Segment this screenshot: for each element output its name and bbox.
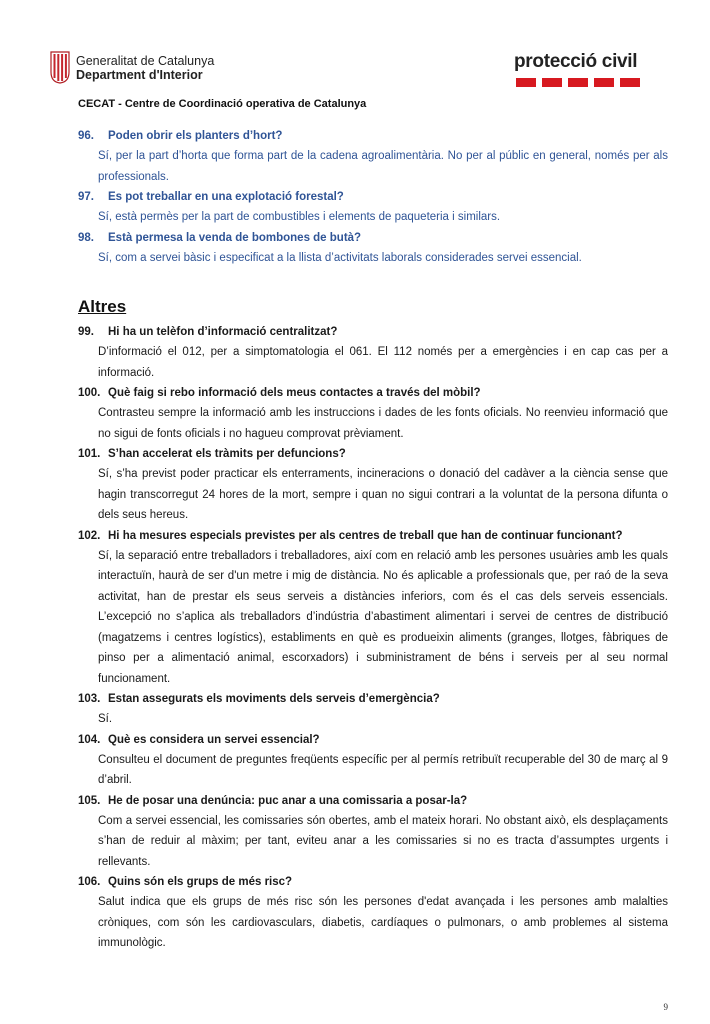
organization-line-2: Department d'Interior xyxy=(76,68,203,82)
faq-number: 96. xyxy=(78,130,94,142)
faq-answer: Sí, la separació entre treballadors i treballadores, així com en relació amb les persones usuàries amb les quals interactuïn, haurà de ser d'un metre i mig de distància. No és aplicable a professionals que, per raó de la seva activitat, han de prestar els seus serveis a distàncies inferiors, com és el cas dels serveis essencials. L’excepció no s’aplica als treballadors d’indústria d’abastiment alimentari i servei de centres de distribució (magatzems i centres logístics), establiments en què es produeixin aliments (granges, llotges, fàbriques de pinso per a alimentació animal, escorxadors) i subministrament de béns i serveis per al seu normal funcionament. xyxy=(98,549,668,685)
faq-question xyxy=(78,689,668,709)
faq-answer: Sí, està permès per la part de combustibles i elements de paqueteria i similars. xyxy=(98,211,501,223)
faq-question xyxy=(78,444,668,464)
faq-item xyxy=(78,444,668,526)
faq-item xyxy=(78,228,668,269)
faq-question-text: Què es considera un servei essencial? xyxy=(108,733,320,746)
faq-number: 104. xyxy=(78,733,101,746)
faq-question-text: S’han accelerat els tràmits per defuncions? xyxy=(108,448,346,460)
page-header xyxy=(0,0,710,120)
faq-question-text: Què faig si rebo informació dels meus contactes a través del mòbil? xyxy=(108,387,481,399)
generalitat-logo-icon xyxy=(50,50,70,84)
faq-item xyxy=(78,526,668,690)
faq-question xyxy=(78,526,668,546)
brand-title: protecció civil xyxy=(514,51,638,72)
faq-number: 102. xyxy=(78,529,101,542)
section-title: Altres xyxy=(78,297,127,316)
faq-question-text: Hi ha mesures especials previstes per als centres de treball que han de continuar funcionant? xyxy=(108,529,623,542)
faq-question xyxy=(78,872,668,892)
faq-number: 99. xyxy=(78,326,94,338)
faq-item xyxy=(78,689,668,730)
faq-question-text: Es pot treballar en una explotació forestal? xyxy=(108,191,344,203)
organization-line-1: Generalitat de Catalunya xyxy=(76,54,215,68)
faq-question-text: Quins són els grups de més risc? xyxy=(108,876,293,888)
faq-item xyxy=(78,322,668,383)
organization-name xyxy=(76,54,214,82)
faq-content xyxy=(78,126,668,954)
faq-answer: Contrasteu sempre la informació amb les instruccions i dades de les fonts oficials. No reenvieu informació que no sigui de fonts oficials i no hagueu comprovat prèviament. xyxy=(98,407,668,440)
faq-question-text: Estan assegurats els moviments dels serveis d’emergència? xyxy=(108,693,440,705)
faq-number: 98. xyxy=(78,231,94,244)
faq-number: 106. xyxy=(78,876,101,888)
faq-number: 105. xyxy=(78,794,101,807)
faq-item xyxy=(78,126,668,187)
faq-item xyxy=(78,791,668,873)
faq-item xyxy=(78,187,668,228)
faq-number: 103. xyxy=(78,693,101,705)
faq-question xyxy=(78,730,668,750)
faq-question-text: Està permesa la venda de bombones de butà? xyxy=(108,231,362,244)
faq-item xyxy=(78,730,668,791)
proteccio-civil-logo xyxy=(514,52,654,87)
faq-answer: Sí, com a servei bàsic i especificat a la llista d’activitats laborals considerades servei essencial. xyxy=(98,251,582,264)
brand-bars-icon xyxy=(514,78,654,87)
faq-answer: Sí, per la part d’horta que forma part de la cadena agroalimentària. No per al públic en general, només per als professionals. xyxy=(98,150,668,183)
faq-question xyxy=(78,126,668,146)
faq-answer: Sí, s’ha previst poder practicar els enterraments, incineracions o donació del cadàver a la ciència sense que hagin transcorregut 24 hores de la mort, sempre i quan no sigui contrari a la voluntat de la persona difunta o dels seus hereus. xyxy=(98,468,668,521)
faq-item xyxy=(78,383,668,444)
faq-question xyxy=(78,228,668,248)
faq-answer: Consulteu el document de preguntes freqüents específic per al permís retribuït recuperable del 30 de març al 9 d’abril. xyxy=(98,753,668,786)
document-subtitle: CECAT - Centre de Coordinació operativa de Catalunya xyxy=(78,98,367,110)
faq-number: 101. xyxy=(78,448,101,460)
faq-answer: D’informació el 012, per a simptomatologia el 061. El 112 només per a emergències i en cap cas per a informació. xyxy=(98,346,668,379)
faq-question xyxy=(78,187,668,207)
faq-answer: Sí. xyxy=(98,713,113,725)
faq-question xyxy=(78,322,668,342)
faq-item xyxy=(78,872,668,954)
faq-question-text: He de posar una denúncia: puc anar a una comissaria a posar-la? xyxy=(108,794,468,807)
faq-question-text: Poden obrir els planters d’hort? xyxy=(108,130,283,142)
page-number: 9 xyxy=(663,1002,668,1012)
faq-question xyxy=(78,383,668,403)
faq-number: 100. xyxy=(78,387,101,399)
faq-number: 97. xyxy=(78,191,94,203)
faq-question xyxy=(78,791,668,811)
faq-answer: Com a servei essencial, les comissaries són obertes, amb el mateix horari. No obstant això, els desplaçaments s’han de reduir al màxim; per tant, eviteu anar a les comissaries si no es tracta d’assumptes urgents i rellevants. xyxy=(98,814,668,868)
faq-answer: Salut indica que els grups de més risc són les persones d'edat avançada i les persones amb malalties cròniques, com són les cardiovasculars, diabetis, cardíaques o pulmonars, o amb problemes al sistema immunològic. xyxy=(98,896,668,949)
faq-question-text: Hi ha un telèfon d’informació centralitzat? xyxy=(108,326,338,338)
